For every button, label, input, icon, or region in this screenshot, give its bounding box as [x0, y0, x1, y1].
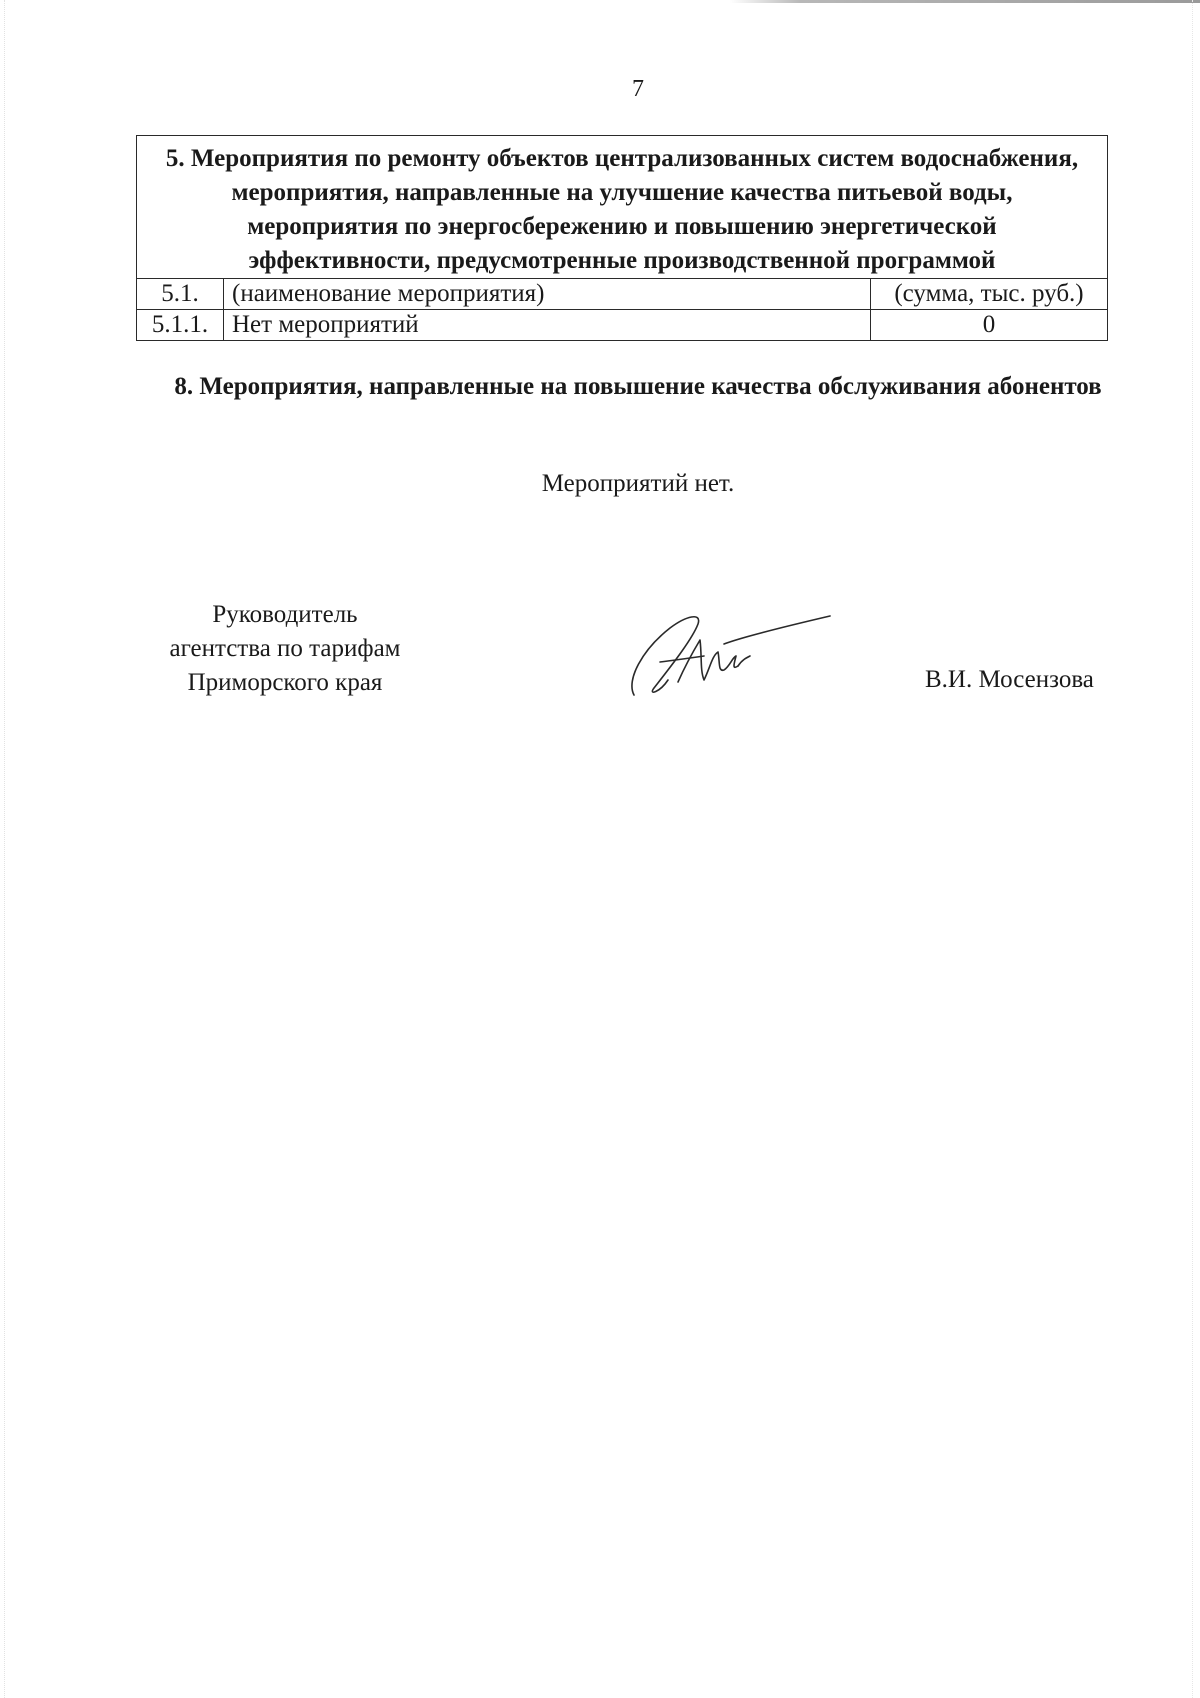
signer-position-line: Приморского края	[187, 669, 383, 696]
row-number: 5.1.	[137, 279, 224, 310]
section-8-title: 8. Мероприятия, направленные на повышение качества обслуживания абонентов	[174, 373, 1102, 400]
signer-position-line: агентства по тарифам	[169, 635, 401, 662]
measures-table	[136, 135, 1108, 341]
signer-position-line: Руководитель	[212, 601, 358, 628]
measure-sum: 0	[871, 310, 1108, 341]
section-5-title: 5. Мероприятия по ремонту объектов централизованных систем водоснабжения, мероприятия, направленные на улучшение качества питьевой воды, мероприятия по энергосбережению и повышению энергетической эффективности, предусмотренные производственной программой	[137, 136, 1108, 279]
measure-name: (наименование мероприятия)	[224, 279, 871, 310]
scan-edge-line	[730, 0, 1200, 3]
section-8-text: Мероприятий нет.	[541, 470, 735, 497]
scan-right-edge	[1192, 0, 1194, 1698]
page-number: 7	[632, 76, 644, 102]
table-row	[137, 279, 1108, 310]
row-number: 5.1.1.	[137, 310, 224, 341]
signer-position	[140, 598, 430, 700]
measure-name: Нет мероприятий	[224, 310, 871, 341]
signer-name: В.И. Мосензова	[925, 666, 1094, 693]
scan-left-edge	[4, 0, 6, 1698]
table-row	[137, 310, 1108, 341]
measure-sum: (сумма, тыс. руб.)	[871, 279, 1108, 310]
table-header-row	[137, 136, 1108, 279]
handwritten-signature	[620, 600, 840, 700]
